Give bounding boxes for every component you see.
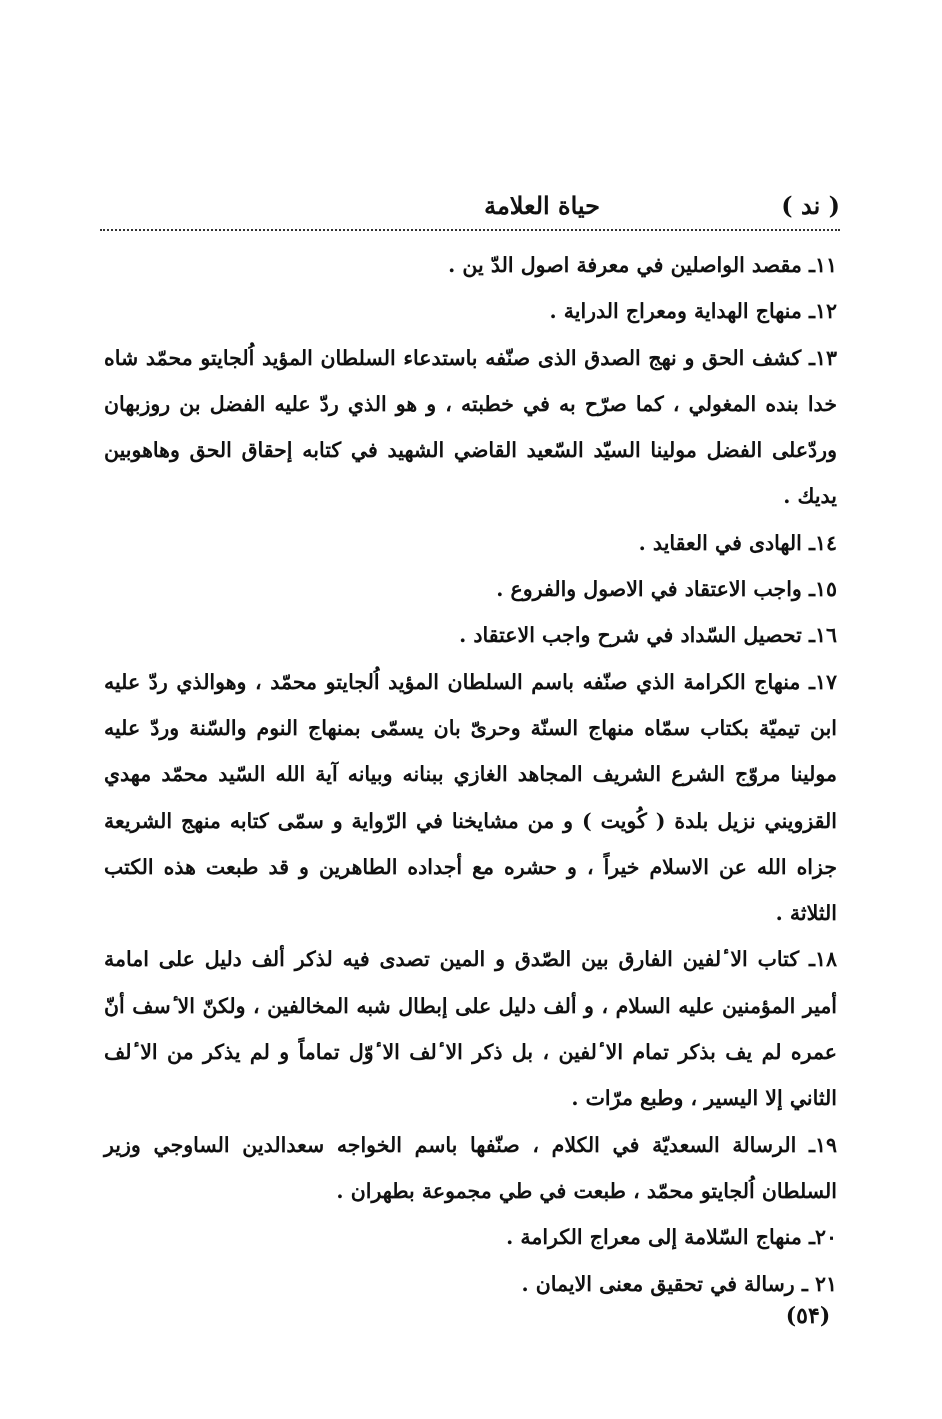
- list-item-16: ١٦ـ تحصيل السّداد في شرح واجب الاعتقاد .: [459, 623, 837, 648]
- list-item-11: ١١ـ مقصد الواصلين في معرفة اصول الدّ ين .: [448, 253, 837, 277]
- list-item-17: ١٧ـ منهاج الكرامة الذي صنّفه باسم السلطان المؤيد اُلجايتو محمّد ، وهوالذي ردّ عليه ابن تيميّة بكتاب سمّاه منهاج السنّة وحرىّ بان يسمّى بمنهاج النوم والسّنة وردّ عليه مولينا مروّج الشرع الشريف المجاهد الغازي ببنانه وبيانه آية الله السّيد محمّد مهدي القزويني نزيل بلدة ( كُويت ) و من مشايخنا في الرّواية و سمّى كتابه منهج الشريعة جزاه الله عن الاسلام خيراً ، و حشره مع أجداده الطاهرين و قد طبعت هذه الكتب الثلاثة .: [104, 669, 837, 926]
- list-item-14: ١٤ـ الهادى في العقايد .: [638, 530, 837, 555]
- list-item-12: ١٢ـ منهاج الهداية ومعراج الدراية .: [549, 299, 837, 324]
- book-list: [104, 242, 837, 1307]
- page-number: (٥۴): [785, 1303, 831, 1329]
- header-folio: ( ند ): [781, 191, 840, 220]
- running-header: [100, 186, 840, 226]
- header-dotted-rule: [100, 229, 840, 231]
- header-title: حياة العلامة: [484, 191, 600, 220]
- list-item-19: ١٩ـ الرسالة السعديّة في الكلام ، صنّفها باسم الخواجه سعدالدين الساوجي وزير السلطان اُلجايتو محمّد ، طبعت في طي مجموعة بطهران .: [104, 1132, 837, 1203]
- list-item-18: ١٨ـ كتاب الا ٔلفين الفارق بين الصّدق و المين تصدى فيه لذكر ألف دليل على امامة أمير المؤمنين عليه السلام ، و ألف دليل على إبطال شبه المخالفين ، ولكنّ الا ٔسف أنّ عمره لم يف بذكر تمام الا ٔلفين ، بل ذكر الا ٔلف الا ٔوّل تماماً و لم يذكر من الا ٔلف الثاني إلا اليسير ، وطبع مرّات .: [104, 947, 837, 1111]
- list-item-15: ١٥ـ واجب الاعتقاد في الاصول والفروع .: [496, 577, 837, 602]
- list-item-21: ٢١ ـ رسالة في تحقيق معنى الايمان .: [521, 1271, 837, 1296]
- list-item-20: ٢٠ـ منهاج السّلامة إلى معراج الكرامة .: [506, 1225, 837, 1250]
- list-item-13: ١٣ـ كشف الحق و نهج الصدق الذى صنّفه باستدعاء السلطان المؤيد اُلجايتو محمّد شاه خدا بنده المغولي ، كما صرّح به في خطبته ، و هو الذي ردّ عليه الفضل بن روزبهان وردّعلى الفضل مولينا السيّد السّعيد القاضي الشهيد في كتابه إحقاق الحق وهاهوبين يديك .: [104, 345, 837, 509]
